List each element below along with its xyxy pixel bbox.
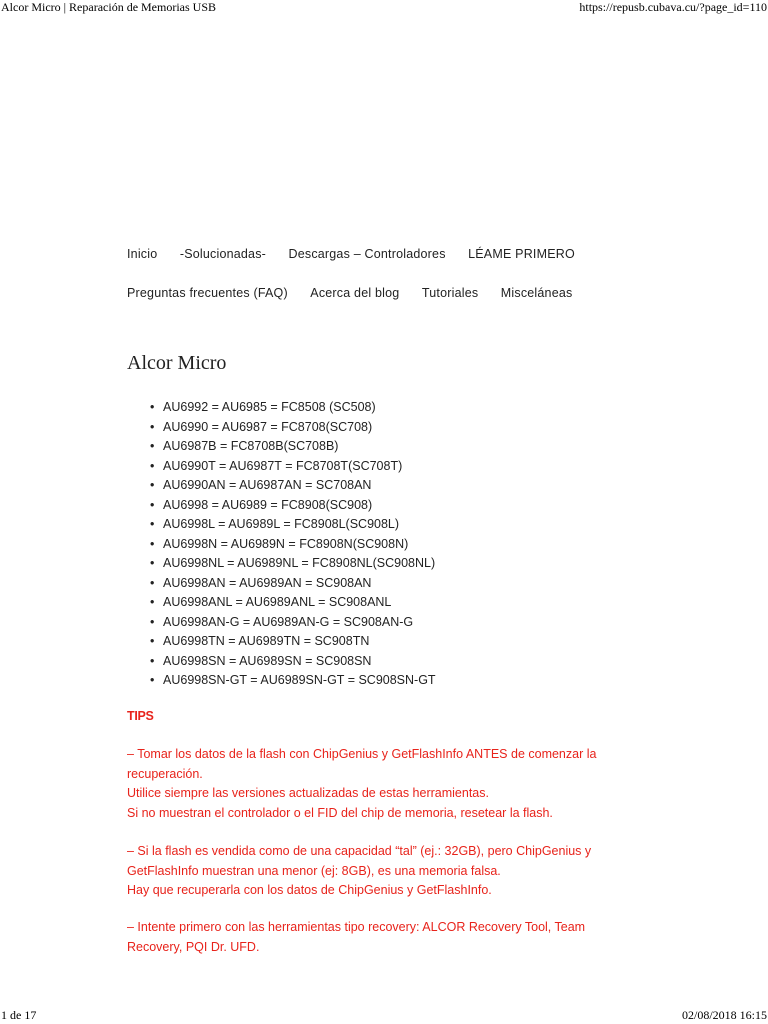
bullet-icon: • (150, 575, 155, 590)
bullet-icon: • (150, 497, 155, 512)
list-item (150, 457, 436, 477)
tip-paragraph-2 (127, 842, 647, 901)
list-item (150, 613, 436, 633)
list-item (150, 476, 436, 496)
bullet-icon: • (150, 634, 155, 648)
page-counter: 1 de 17 (1, 1008, 37, 1022)
list-item-text: AU6998ANL = AU6989ANL = SC908ANL (163, 595, 392, 609)
list-item-text: AU6990 = AU6987 = FC8708(SC708) (163, 419, 373, 434)
bullet-icon: • (150, 673, 155, 687)
print-header (0, 0, 768, 16)
tip-line: – Si la flash es vendida como de una capacidad “tal” (ej.: 32GB), pero ChipGenius y (127, 844, 592, 858)
bullet-icon: • (150, 419, 155, 434)
list-item (150, 593, 436, 613)
bullet-icon: • (150, 536, 155, 551)
list-item (150, 574, 436, 594)
nav-item-miscelaneas[interactable]: Misceláneas (500, 286, 573, 300)
tip-line: – Intente primero con las herramientas tipo recovery: ALCOR Recovery Tool, Team (127, 920, 586, 934)
list-item-text: AU6990T = AU6987T = FC8708T(SC708T) (163, 458, 403, 473)
list-item (150, 496, 436, 516)
tip-line: – Tomar los datos de la flash con ChipGenius y GetFlashInfo ANTES de comenzar la (127, 747, 597, 761)
tip-line: Hay que recuperarla con los datos de ChipGenius y GetFlashInfo. (127, 883, 492, 897)
print-timestamp: 02/08/2018 16:15 (681, 1008, 767, 1022)
list-item (150, 515, 436, 535)
tip-paragraph-3 (127, 918, 647, 957)
tip-line: recuperación. (127, 766, 203, 781)
tip-line: Utilice siempre las versiones actualizadas de estas herramientas. (127, 786, 489, 800)
tip-line: Recovery, PQI Dr. UFD. (127, 939, 260, 954)
list-item-text: AU6998AN = AU6989AN = SC908AN (163, 575, 372, 590)
nav-item-inicio[interactable]: Inicio (127, 247, 158, 261)
list-item-text: AU6998AN-G = AU6989AN-G = SC908AN-G (163, 614, 414, 629)
list-item-text: AU6998NL = AU6989NL = FC8908NL(SC908NL) (163, 556, 436, 570)
controller-equivalence-list (150, 398, 436, 691)
list-item-text: AU6992 = AU6985 = FC8508 (SC508) (163, 400, 376, 414)
nav-item-descargas[interactable]: Descargas – Controladores (288, 247, 446, 261)
tip-paragraph-1 (127, 745, 647, 823)
nav-item-acerca[interactable]: Acerca del blog (310, 286, 400, 300)
list-item-text: AU6998SN-GT = AU6989SN-GT = SC908SN-GT (163, 673, 436, 687)
nav-item-solucionadas[interactable]: -Solucionadas- (179, 247, 267, 261)
list-item (150, 554, 436, 574)
bullet-icon: • (150, 614, 155, 629)
main-nav-row-1 (127, 245, 687, 263)
bullet-icon: • (150, 653, 155, 668)
nav-item-leame-primero[interactable]: LÉAME PRIMERO (468, 247, 575, 261)
list-item-text: AU6998L = AU6989L = FC8908L(SC908L) (163, 517, 400, 531)
list-item (150, 418, 436, 438)
print-header-title: Alcor Micro | Reparación de Memorias USB (1, 0, 217, 14)
list-item (150, 632, 436, 652)
list-item (150, 398, 436, 418)
nav-item-tutoriales[interactable]: Tutoriales (421, 286, 479, 300)
bullet-icon: • (150, 439, 155, 453)
bullet-icon: • (150, 595, 155, 609)
list-item-text: AU6998N = AU6989N = FC8908N(SC908N) (163, 536, 409, 551)
main-nav-row-2 (127, 284, 687, 302)
list-item (150, 652, 436, 672)
bullet-icon: • (150, 478, 155, 492)
list-item-text: AU6998TN = AU6989TN = SC908TN (163, 634, 370, 648)
page-title: Alcor Micro (127, 352, 227, 374)
list-item-text: AU6990AN = AU6987AN = SC708AN (163, 478, 372, 492)
list-item (150, 671, 436, 691)
bullet-icon: • (150, 556, 155, 570)
list-item (150, 535, 436, 555)
bullet-icon: • (150, 458, 155, 473)
nav-item-faq[interactable]: Preguntas frecuentes (FAQ) (127, 286, 288, 300)
list-item-text: AU6998 = AU6989 = FC8908(SC908) (163, 497, 373, 512)
list-item-text: AU6987B = FC8708B(SC708B) (163, 439, 339, 453)
tips-heading: TIPS (127, 709, 154, 723)
bullet-icon: • (150, 517, 155, 531)
list-item (150, 437, 436, 457)
list-item-text: AU6998SN = AU6989SN = SC908SN (163, 653, 372, 668)
print-footer (0, 1008, 768, 1024)
tip-line: Si no muestran el controlador o el FID del chip de memoria, resetear la flash. (127, 805, 553, 820)
bullet-icon: • (150, 400, 155, 414)
tip-line: GetFlashInfo muestran una menor (ej: 8GB), es una memoria falsa. (127, 863, 501, 878)
print-header-url: https://repusb.cubava.cu/?page_id=110 (579, 0, 767, 14)
